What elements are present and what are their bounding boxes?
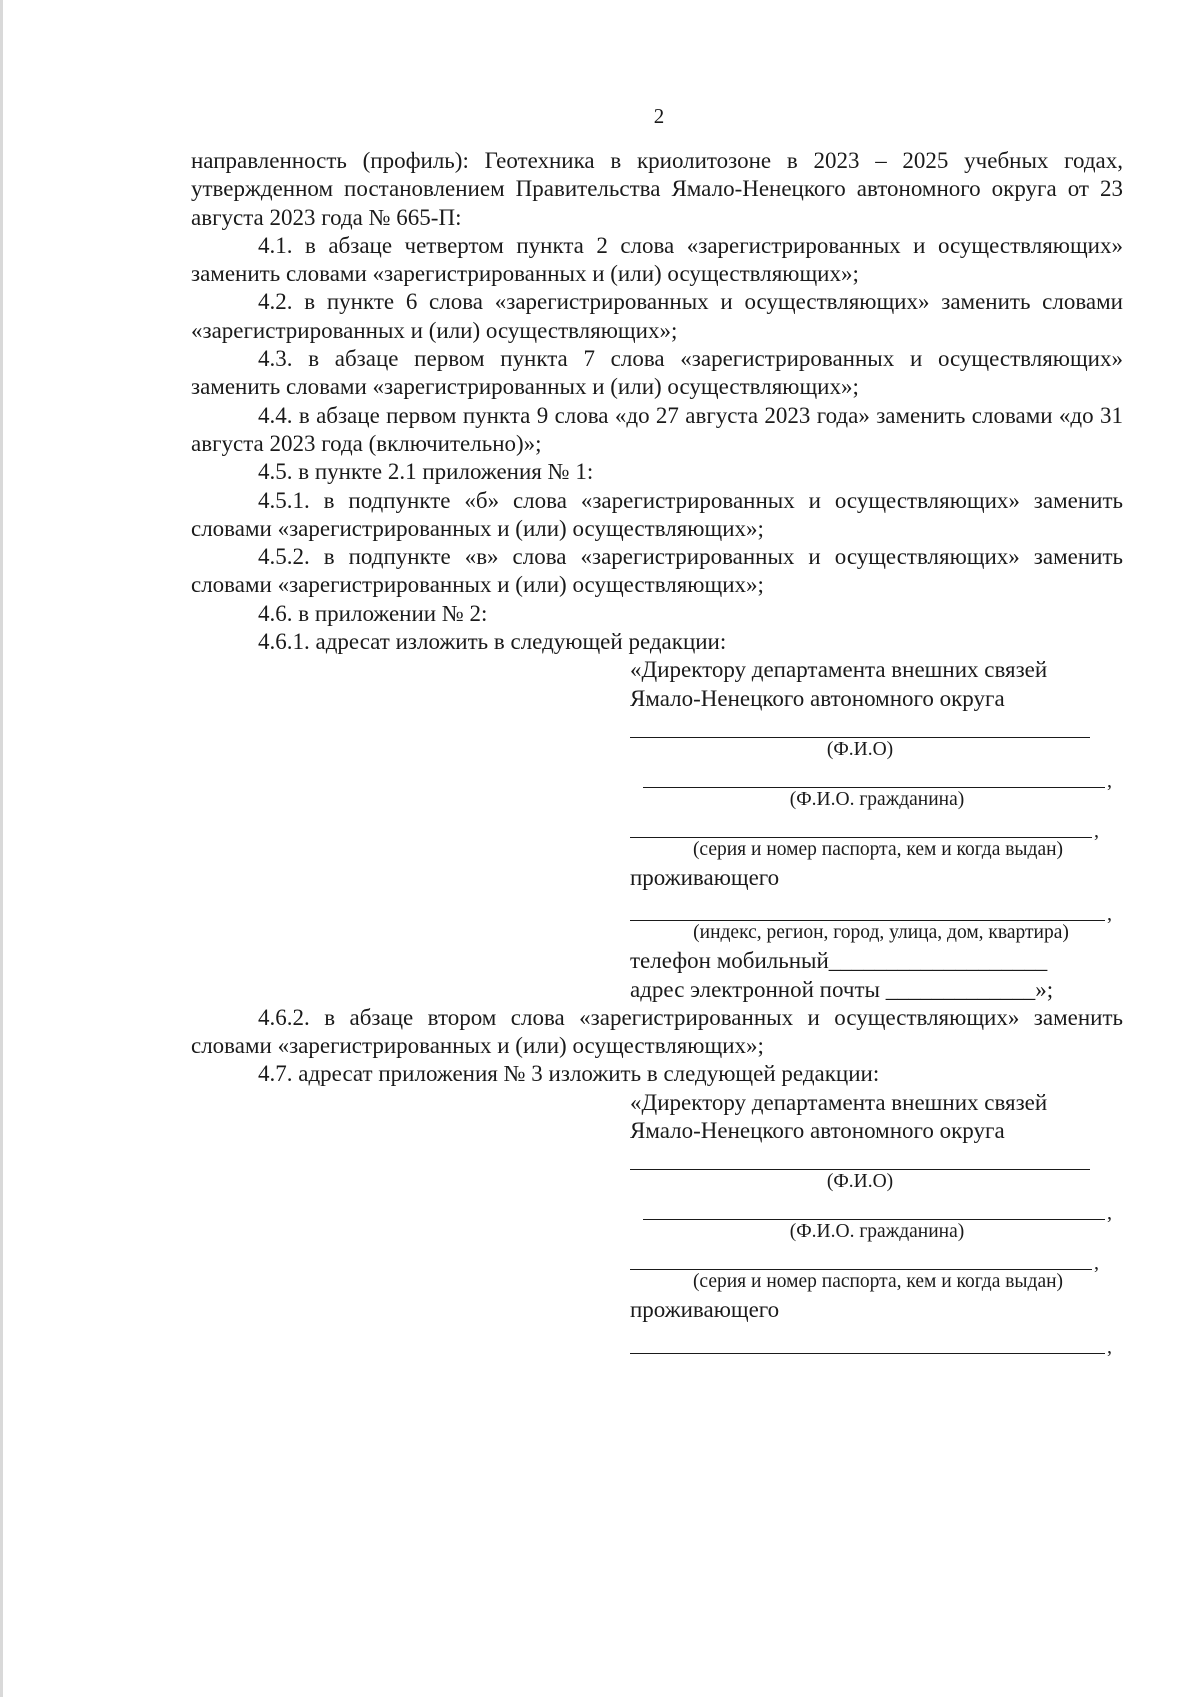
blank-row-address — [630, 1335, 1124, 1358]
caption-passport: (серия и номер паспорта, кем и когда выдан) — [692, 1271, 1064, 1293]
addressee-form-appendix-3 — [630, 1089, 1124, 1358]
addressee-form-appendix-2 — [630, 656, 1124, 1003]
blank-row-citizen — [643, 769, 1124, 792]
paragraph-4-2: 4.2. в пункте 6 слова «зарегистрированных и осуществляющих» заменить словами «зарегистрированных и (или) осуществляющих»; — [191, 289, 1123, 343]
blank-row-citizen — [643, 1202, 1124, 1225]
residing-label: проживающего — [630, 864, 780, 890]
paragraph-4-4: 4.4. в абзаце первом пункта 9 слова «до 27 августа 2023 года» заменить словами «до 31 августа 2023 года (включительно)»; — [191, 402, 1123, 456]
comma: , — [1107, 903, 1112, 926]
blank-line-address — [630, 1353, 1105, 1354]
paragraph-4-5: 4.5. в пункте 2.1 приложения № 1: — [258, 459, 594, 485]
phone-line: телефон мобильный___________________ — [630, 948, 1048, 974]
paragraph-4-3: 4.3. в абзаце первом пункта 7 слова «зарегистрированных и осуществляющих» заменить словами «зарегистрированных и (или) осуществляющих»; — [191, 346, 1123, 400]
paragraph-4-6-1: 4.6.1. адресат изложить в следующей редакции: — [258, 629, 727, 655]
comma: , — [1107, 769, 1112, 792]
addressee-line-1: «Директору департамента внешних связей — [630, 1089, 1048, 1115]
comma: , — [1107, 1202, 1112, 1225]
caption-fio: (Ф.И.О) — [826, 1171, 894, 1193]
blank-row-address — [630, 903, 1124, 926]
caption-citizen: (Ф.И.О. гражданина) — [789, 1221, 965, 1243]
comma: , — [1094, 819, 1099, 842]
paragraph-intro: направленность (профиль): Геотехника в криолитозоне в 2023 – 2025 учебных годах, утвержденном постановлением Правительства Ямало-Ненецкого автономного округа от 23 августа 2023 года № 665-П: — [191, 148, 1123, 230]
paragraph-4-7: 4.7. адресат приложения № 3 изложить в следующей редакции: — [258, 1061, 880, 1087]
caption-address: (индекс, регион, город, улица, дом, квартира) — [693, 922, 1069, 944]
caption-fio: (Ф.И.О) — [826, 738, 894, 760]
paragraph-4-5-2: 4.5.2. в подпункте «в» слова «зарегистрированных и осуществляющих» заменить словами «зарегистрированных и (или) осуществляющих»; — [191, 544, 1123, 598]
email-line: адрес электронной почты _____________»; — [630, 976, 1054, 1002]
comma: , — [1094, 1252, 1099, 1275]
caption-passport: (серия и номер паспорта, кем и когда выдан) — [692, 838, 1064, 860]
paragraph-4-6: 4.6. в приложении № 2: — [258, 600, 488, 626]
addressee-line-2: Ямало-Ненецкого автономного округа — [630, 685, 1005, 711]
blank-row-passport — [630, 819, 1124, 842]
page-edge — [0, 0, 3, 1697]
document-body — [191, 147, 1123, 1358]
addressee-line-2: Ямало-Ненецкого автономного округа — [630, 1118, 1005, 1144]
page-number: 2 — [653, 104, 665, 128]
comma: , — [1107, 1335, 1112, 1358]
addressee-line-1: «Директору департамента внешних связей — [630, 657, 1048, 683]
paragraph-4-1: 4.1. в абзаце четвертом пункта 2 слова «зарегистрированных и осуществляющих» заменить словами «зарегистрированных и (или) осуществляющих»; — [191, 232, 1123, 287]
paragraph-4-5-1: 4.5.1. в подпункте «б» слова «зарегистрированных и осуществляющих» заменить словами «зарегистрированных и (или) осуществляющих»; — [191, 487, 1123, 541]
residing-label: проживающего — [630, 1297, 780, 1323]
blank-row-passport — [630, 1252, 1124, 1275]
paragraph-4-6-2: 4.6.2. в абзаце втором слова «зарегистрированных и осуществляющих» заменить словами «зарегистрированных и (или) осуществляющих»; — [191, 1004, 1123, 1059]
caption-citizen: (Ф.И.О. гражданина) — [789, 788, 965, 810]
